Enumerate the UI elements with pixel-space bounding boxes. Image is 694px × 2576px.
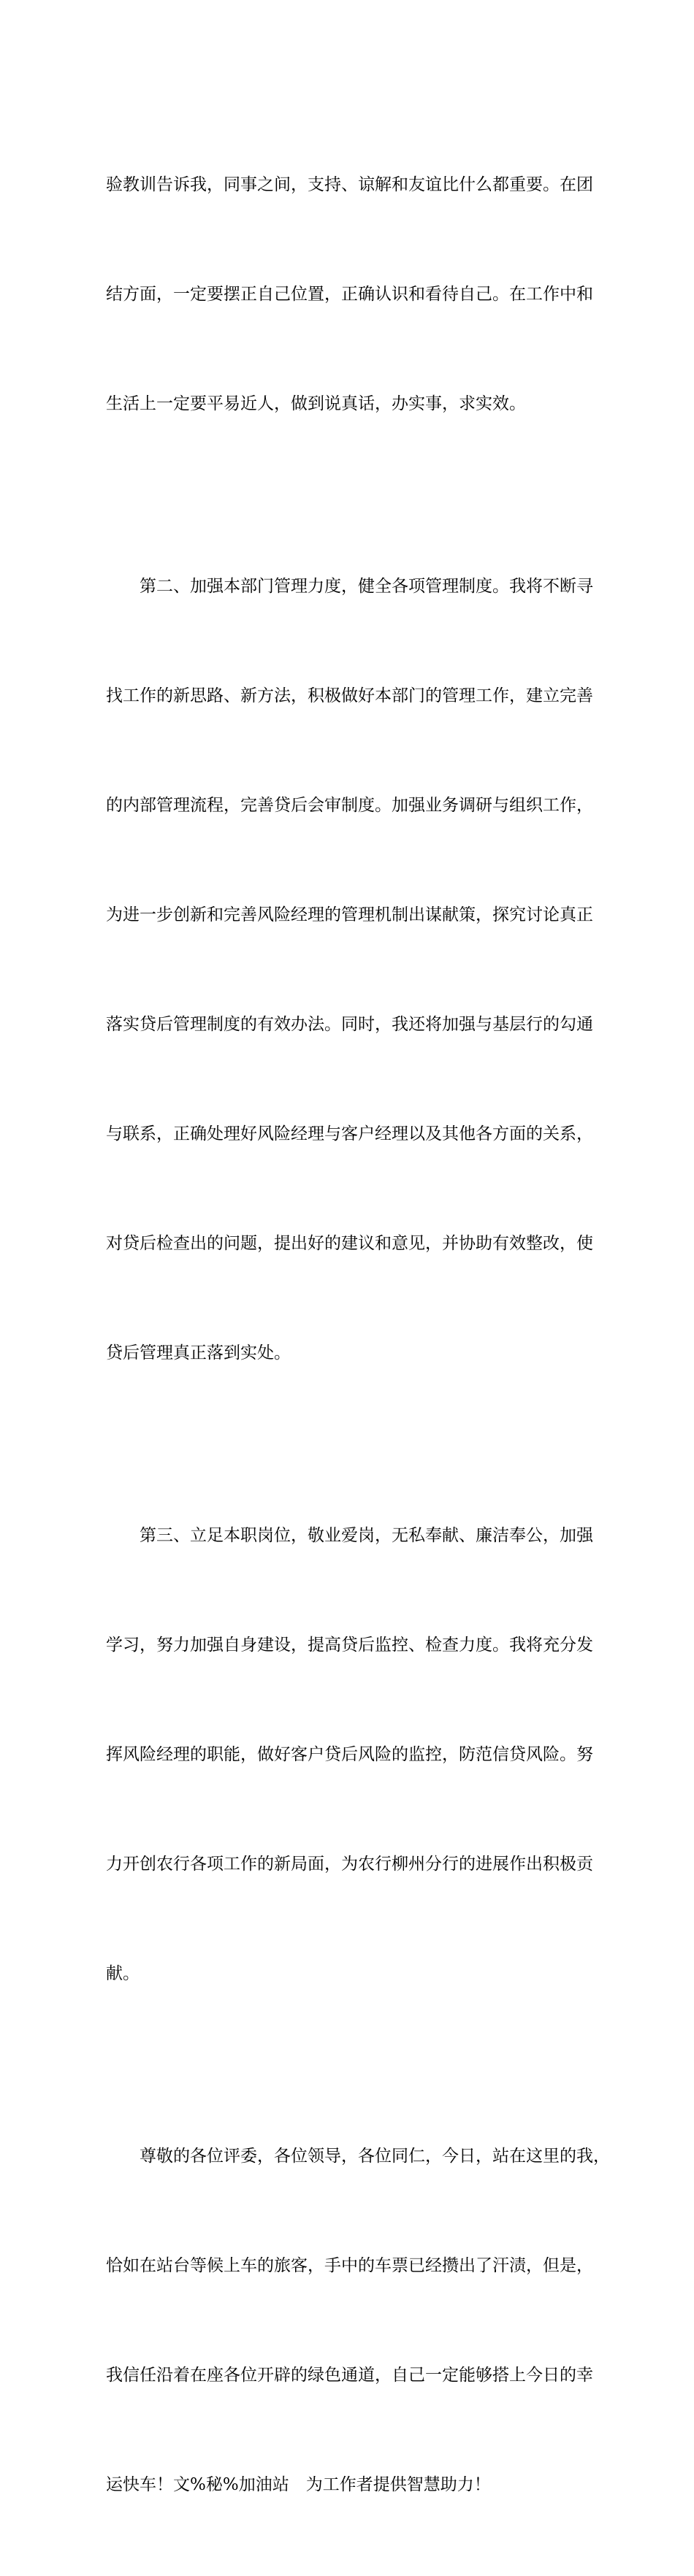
text-line: 运快车！文%秘%加油站 为工作者提供智慧助力！ <box>106 2475 491 2494</box>
text-line: 找工作的新思路、新方法，积极做好本部门的管理工作，建立完善 <box>106 686 593 705</box>
text-line: 贷后管理真正落到实处。 <box>106 1343 291 1362</box>
paragraph-4 <box>106 2065 610 2576</box>
text-line: 我信任沿着在座各位开辟的绿色通道，自己一定能够搭上今日的幸 <box>106 2366 593 2385</box>
text-line: 结方面，一定要摆正自己位置，正确认识和看待自己。在工作中和 <box>106 285 593 304</box>
text-line: 的内部管理流程，完善贷后会审制度。加强业务调研与组织工作， <box>106 796 593 815</box>
paragraph-3 <box>106 1444 610 2065</box>
text-line: 验教训告诉我，同事之间，支持、谅解和友谊比什么都重要。在团 <box>106 175 593 194</box>
text-line: 第三、立足本职岗位，敬业爱岗，无私奉献、廉洁奉公，加强 <box>106 1526 593 1545</box>
text-line: 对贷后检查出的问题，提出好的建议和意见，并协助有效整改，使 <box>106 1234 593 1253</box>
text-line: 生活上一定要平易近人，做到说真话，办实事，求实效。 <box>106 394 526 413</box>
text-line: 力开创农行各项工作的新局面，为农行柳州分行的进展作出积极贡 <box>106 1855 593 1874</box>
text-line: 恰如在站台等候上车的旅客，手中的车票已经攒出了汗渍，但是， <box>106 2256 593 2275</box>
text-line: 为进一步创新和完善风险经理的管理机制出谋献策，探究讨论真正 <box>106 905 593 924</box>
text-line: 挥风险经理的职能，做好客户贷后风险的监控，防范信贷风险。努 <box>106 1745 593 1764</box>
text-line: 尊敬的各位评委，各位领导，各位同仁，今日，站在这里的我， <box>106 2147 610 2166</box>
paragraph-1 <box>106 93 610 495</box>
paragraph-2 <box>106 495 610 1444</box>
text-line: 学习，努力加强自身建设，提高贷后监控、检查力度。我将充分发 <box>106 1636 593 1655</box>
text-line: 献。 <box>106 1964 140 1983</box>
text-line: 与联系，正确处理好风险经理与客户经理以及其他各方面的关系， <box>106 1124 593 1143</box>
text-line: 第二、加强本部门管理力度，健全各项管理制度。我将不断寻 <box>106 577 593 596</box>
text-line: 落实贷后管理制度的有效办法。同时，我还将加强与基层行的勾通 <box>106 1015 593 1034</box>
document-body <box>106 93 610 2576</box>
